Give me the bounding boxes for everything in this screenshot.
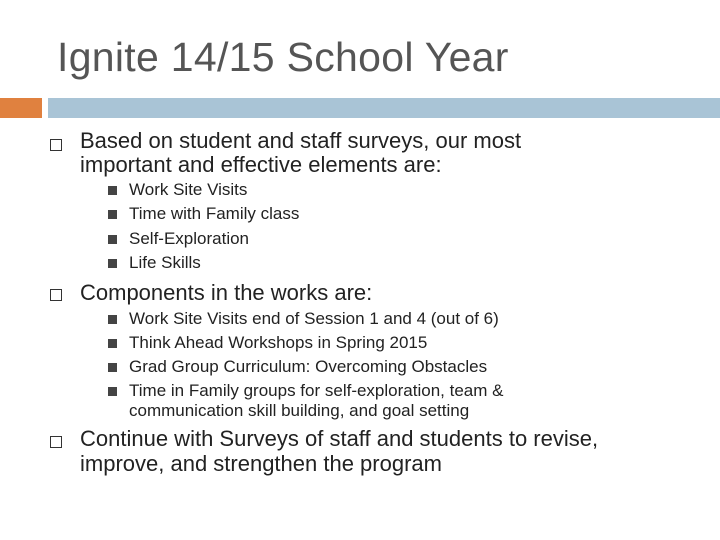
bullet-2-sub-2: Think Ahead Workshops in Spring 2015 <box>129 333 428 352</box>
filled-square-bullet-icon <box>108 387 117 396</box>
bullet-2-sub-4-line-2: communication skill building, and goal setting <box>129 401 470 420</box>
hollow-square-bullet-icon <box>50 289 62 301</box>
filled-square-bullet-icon <box>108 235 117 244</box>
bullet-2-sub-4-line-1: Time in Family groups for self-exploration, team & <box>129 381 504 400</box>
filled-square-bullet-icon <box>108 259 117 268</box>
filled-square-bullet-icon <box>108 315 117 324</box>
bullet-2-line-1: Components in the works are: <box>80 280 373 305</box>
bullet-1-line-2: important and effective elements are: <box>80 152 442 177</box>
filled-square-bullet-icon <box>108 339 117 348</box>
bullet-1-sub-4: Life Skills <box>129 253 201 272</box>
bullet-3-line-1: Continue with Surveys of staff and students to revise, <box>80 426 599 451</box>
filled-square-bullet-icon <box>108 363 117 372</box>
filled-square-bullet-icon <box>108 186 117 195</box>
bullet-2-sub-3: Grad Group Curriculum: Overcoming Obstacles <box>129 357 488 376</box>
slide-title: Ignite 14/15 School Year <box>57 34 509 80</box>
hollow-square-bullet-icon <box>50 436 62 448</box>
bullet-1-line-1: Based on student and staff surveys, our most <box>80 128 522 153</box>
bullet-2-sub-1: Work Site Visits end of Session 1 and 4 (out of 6) <box>129 309 499 328</box>
bullet-1-sub-3: Self-Exploration <box>129 229 250 248</box>
bullet-1-sub-1: Work Site Visits <box>129 180 248 199</box>
filled-square-bullet-icon <box>108 210 117 219</box>
hollow-square-bullet-icon <box>50 139 62 151</box>
bullet-3-line-2: improve, and strengthen the program <box>80 451 442 476</box>
bullet-1-sub-2: Time with Family class <box>129 204 300 223</box>
